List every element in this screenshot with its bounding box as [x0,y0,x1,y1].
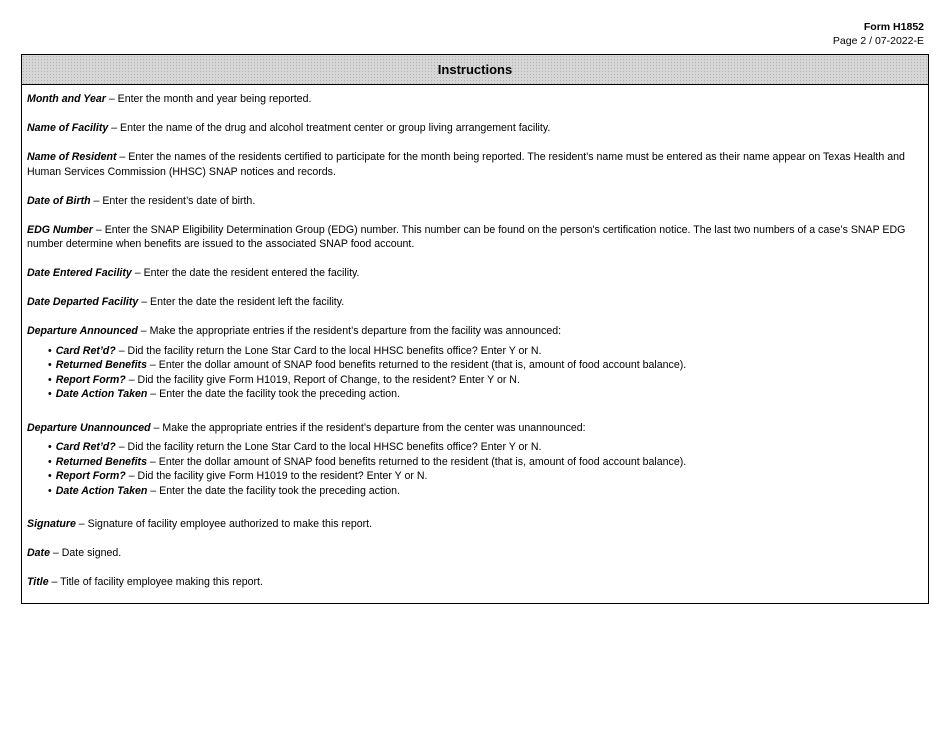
instruction-name-of-facility [27,121,923,136]
instruction-date [27,546,923,561]
description: – Title of facility employee making this report. [48,576,263,588]
term: EDG Number [27,223,93,236]
term: Returned Benefits [55,455,147,468]
list-item [48,455,923,470]
description: – Enter the SNAP Eligibility Determination Group (EDG) number. This number can be found on the person's certification notice. The last two numbers of a case’s SNAP EDG number determine when benefits are issued to the associated SNAP food account. [27,223,906,250]
description: – Enter the name of the drug and alcohol treatment center or group living arrangement facility. [108,122,551,134]
description: – Enter the dollar amount of SNAP food benefits returned to the resident (that is, amount of food account balance). [146,455,687,468]
term: Report Form? [55,373,126,386]
description: – Enter the dollar amount of SNAP food benefits returned to the resident (that is, amount of food account balance). [146,359,687,371]
description: – Make the appropriate entries if the resident’s departure from the facility was announced: [137,325,562,337]
bullet-icon: • [48,470,52,482]
list-item [48,358,923,373]
list-item [48,440,923,455]
term: Card Ret’d? [55,441,116,453]
bullet-icon: • [48,441,52,453]
term: Month and Year [27,93,106,105]
unannounced-bullet-list [27,440,923,498]
bullet-icon: • [48,484,52,497]
term: Date Entered Facility [27,267,132,279]
bullet-icon: • [48,344,52,357]
term: Date Action Taken [55,388,148,400]
list-item [48,387,923,402]
instructions-box [21,54,929,604]
instructions-content [22,85,928,590]
description: – Did the facility give Form H1019 to the resident? Enter Y or N. [125,470,428,482]
description: – Signature of facility employee authorized to make this report. [75,518,373,530]
bullet-icon: • [48,455,52,468]
bullet-icon: • [48,373,52,386]
instruction-departure-unannounced [27,421,923,436]
description: – Date signed. [49,547,122,559]
list-item [48,484,923,499]
term: Date of Birth [27,194,91,207]
term: Name of Facility [27,122,109,134]
description: – Make the appropriate entries if the resident’s departure from the center was unannounced: [150,421,586,434]
description: – Enter the date the facility took the preceding action. [147,484,401,497]
term: Returned Benefits [55,359,147,371]
description: – Enter the date the resident left the facility. [138,296,345,308]
description: – Enter the month and year being reported. [105,93,312,105]
description: – Did the facility give Form H1019, Report of Change, to the resident? Enter Y or N. [125,373,520,386]
description: – Enter the date the facility took the preceding action. [147,388,401,400]
description: – Did the facility return the Lone Star Card to the local HHSC benefits office? Enter Y or N. [115,344,542,357]
list-item [48,469,923,484]
description: – Enter the date the resident entered the facility. [131,267,360,279]
description: – Enter the resident’s date of birth. [90,194,256,207]
instruction-date-of-birth [27,194,923,209]
instruction-month-year [27,92,923,107]
term: Departure Unannounced [27,421,151,434]
instruction-name-of-resident [27,150,923,179]
instruction-edg-number [27,223,923,252]
term: Date [27,547,50,559]
instructions-title: Instructions [437,62,513,77]
description: – Enter the names of the residents certified to participate for the month being reported. The resident's name must be entered as their name appear on Texas Health and Human Services Commission (HHSC) SNAP notices and records. [27,151,905,178]
instruction-date-departed [27,295,923,310]
term: Report Form? [55,470,126,482]
announced-bullet-list [27,344,923,402]
description: – Did the facility return the Lone Star Card to the local HHSC benefits office? Enter Y or N. [115,441,542,453]
instruction-date-entered [27,266,923,281]
bullet-icon: • [48,388,52,400]
form-number: Form H1852 [863,21,924,33]
term: Departure Announced [27,325,138,337]
term: Title [27,576,49,588]
instruction-signature [27,517,923,532]
term: Card Ret’d? [55,344,116,357]
term: Date Action Taken [55,484,148,497]
page-info: Page 2 / 07-2022-E [832,35,924,47]
form-header [833,20,924,48]
instruction-title [27,575,923,590]
instruction-departure-announced [27,324,923,339]
bullet-icon: • [48,359,52,371]
title-bar [22,55,928,85]
list-item [48,373,923,388]
term: Name of Resident [27,151,117,163]
term: Date Departed Facility [27,296,139,308]
list-item [48,344,923,359]
term: Signature [27,518,76,530]
